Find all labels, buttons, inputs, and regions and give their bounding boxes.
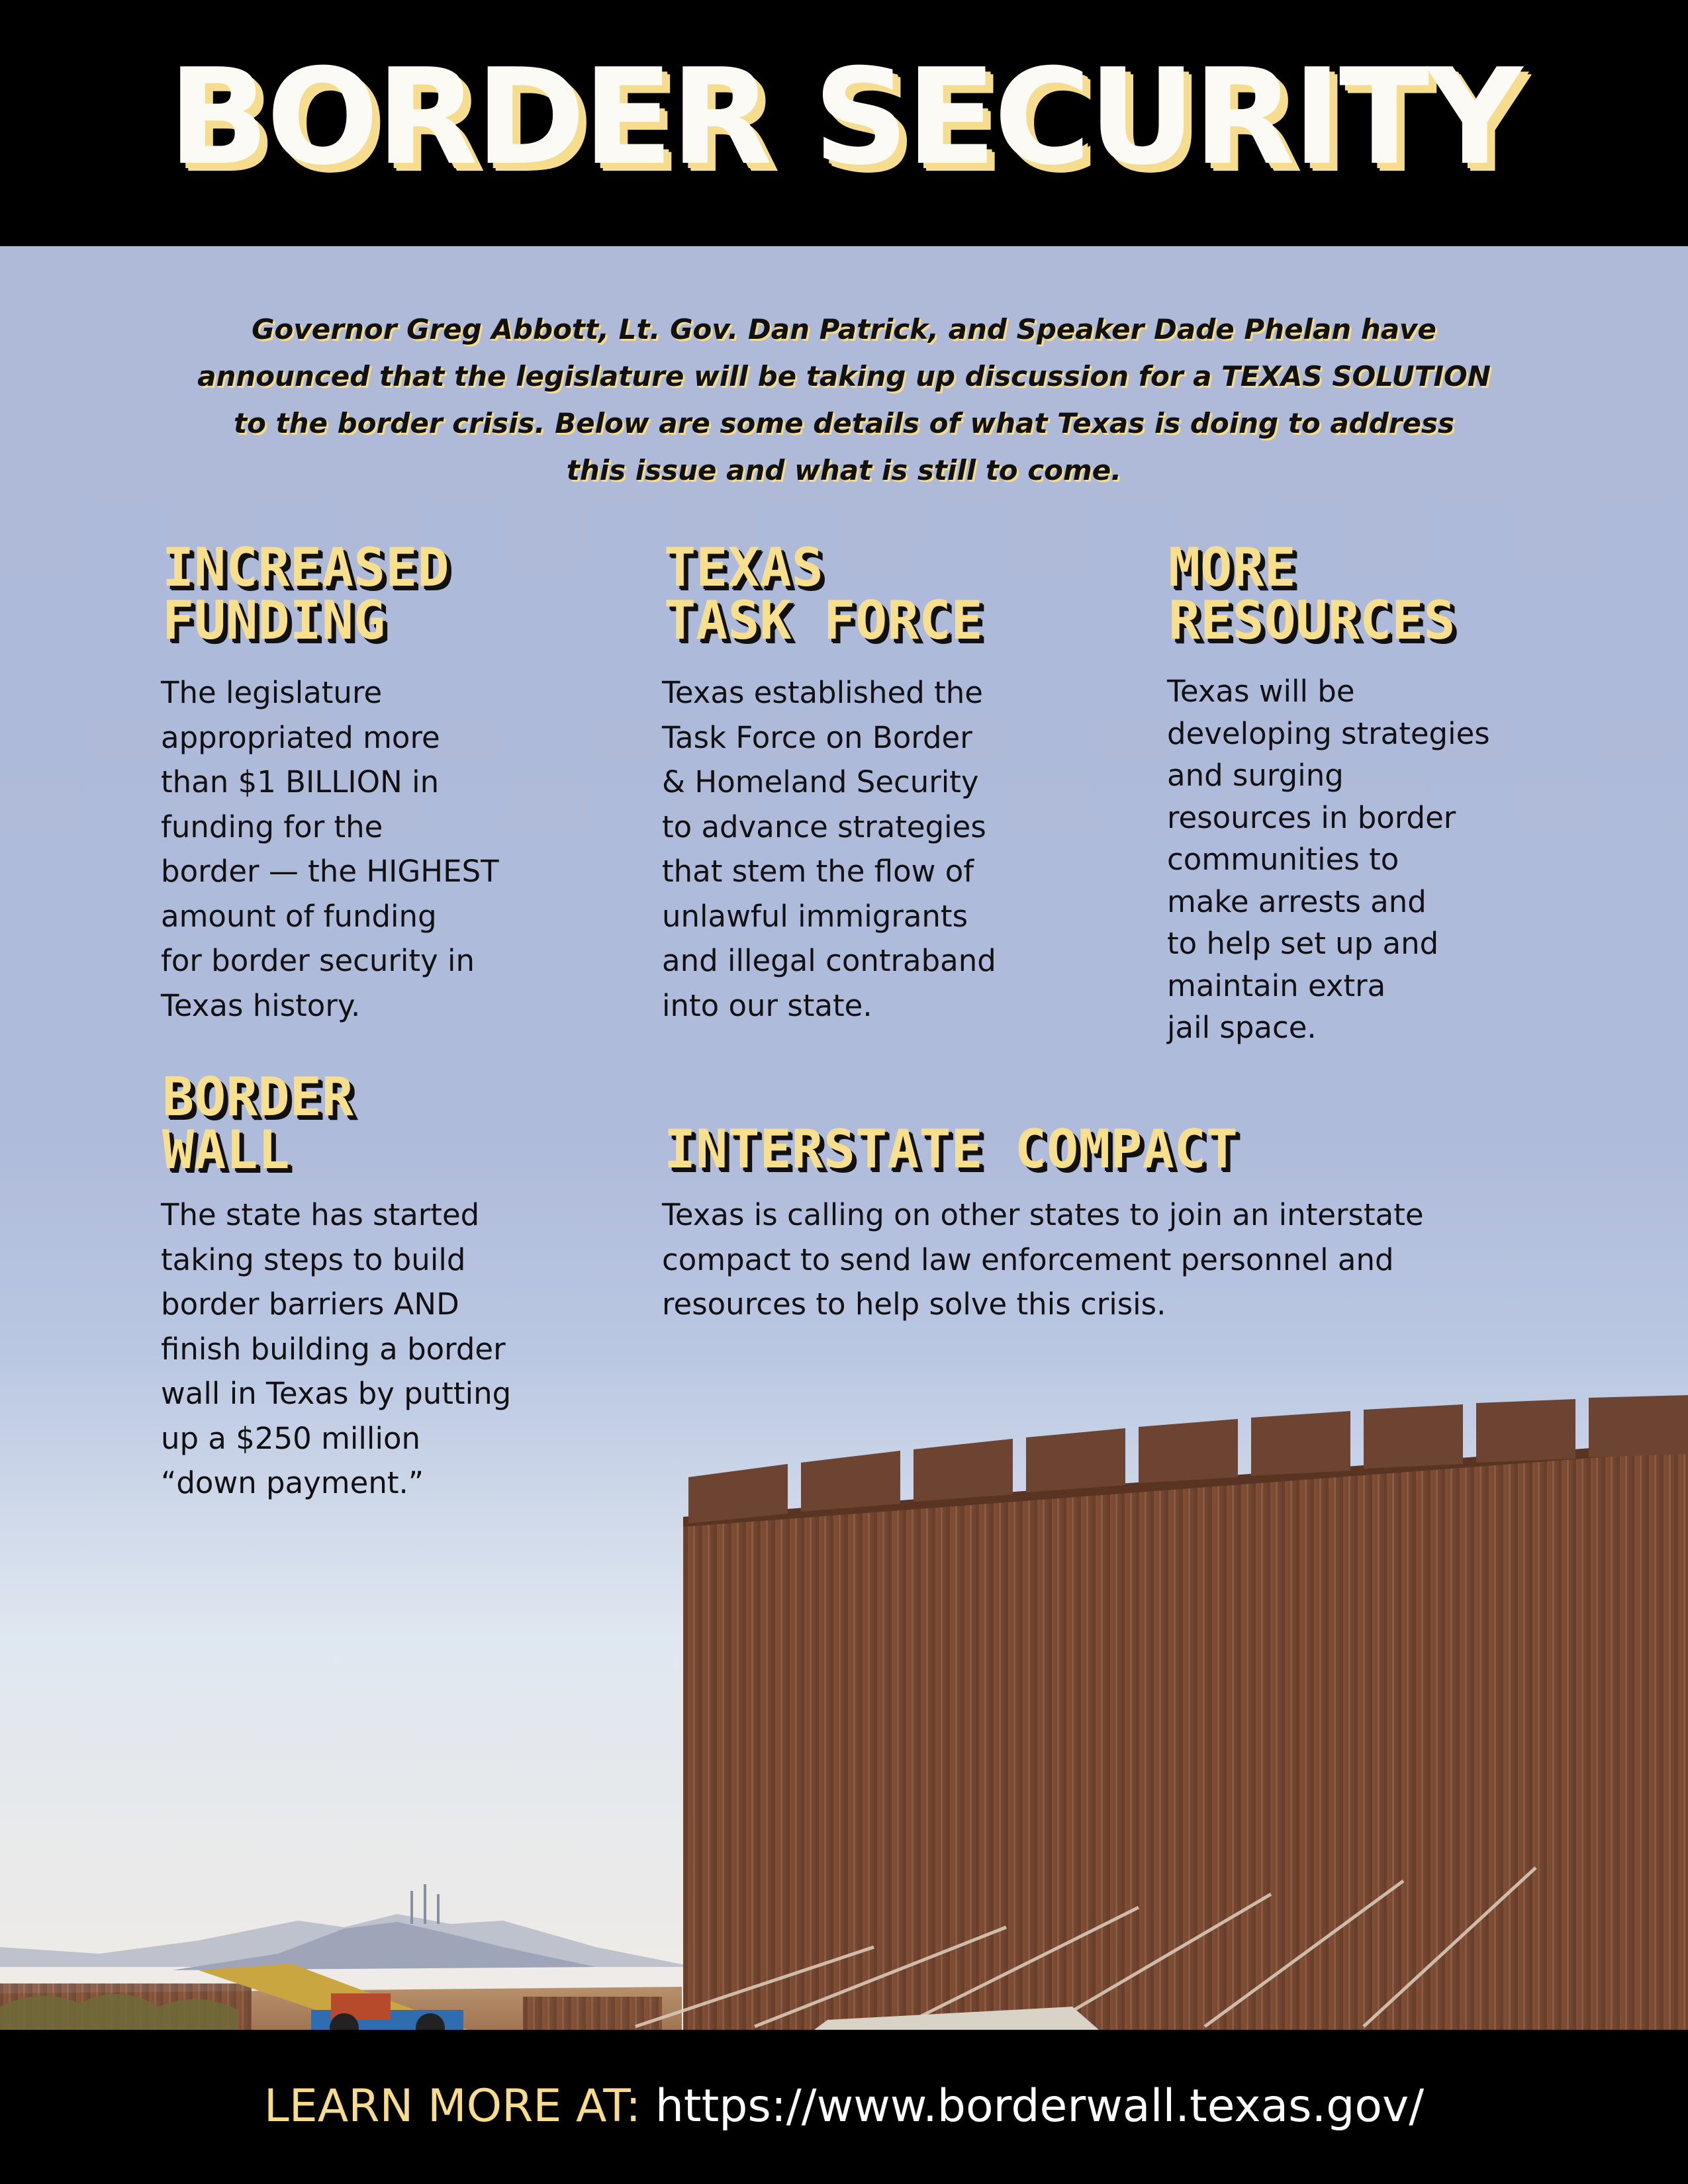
funding-heading: INCREASED FUNDING xyxy=(162,537,449,651)
intro-paragraph: Governor Greg Abbott, Lt. Gov. Dan Patrick, and Speaker Dade Phelan have announced that the legislature will be taking up discussion for a TEXAS SOLUTION to the border crisis. Below are some details of what Texas is doing to address this issue and what is still to come. xyxy=(197,313,1491,486)
border-wall xyxy=(683,1395,1688,2030)
footer-bar xyxy=(0,2030,1688,2184)
page-title: BORDER SECURITY xyxy=(167,40,1521,195)
header-bar xyxy=(0,0,1688,246)
resources-heading: MORE RESOURCES xyxy=(1168,537,1456,651)
compact-heading: INTERSTATE COMPACT xyxy=(664,1118,1238,1180)
border-wall-text: The state has started taking steps to build border barriers AND finish building a border wall in Texas by putting up a $250 million “down payment.” xyxy=(161,1197,512,1500)
content-area xyxy=(0,246,1688,2030)
learn-more-line xyxy=(0,2075,1688,2138)
border-wall-photo xyxy=(0,1371,1688,2030)
website-link[interactable]: https://www.borderwall.texas.gov/ xyxy=(655,2080,1425,2132)
funding-text: The legislature appropriated more than $1 BILLION in funding for the border — the HIGHEST amount of funding for border security in Texas history. xyxy=(161,675,499,1023)
border-wall-heading: BORDER WALL xyxy=(162,1066,353,1181)
task-force-heading: TEXAS TASK FORCE xyxy=(664,537,983,651)
learn-more-label: LEARN MORE AT: xyxy=(263,2080,641,2132)
compact-text: Texas is calling on other states to join an interstate compact to send law enforcement personnel and resources to help solve this crisis. xyxy=(662,1197,1424,1322)
resources-text: Texas will be developing strategies and surging resources in border communities to make arrests and to help set up and maintain extra jail space. xyxy=(1167,674,1490,1045)
task-force-text: Texas established the Task Force on Border & Homeland Security to advance strategies that stem the flow of unlawful immigrants and illegal contraband into our state. xyxy=(662,675,996,1023)
